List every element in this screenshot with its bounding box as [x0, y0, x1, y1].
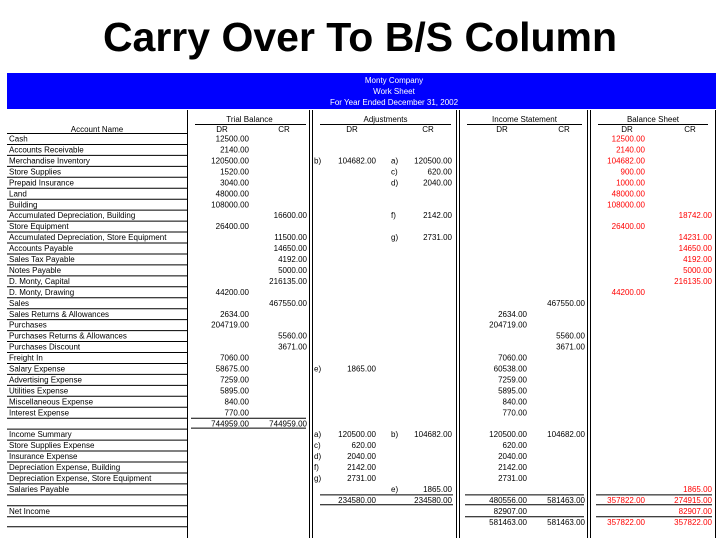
cell-tb-dr: 48000.00: [215, 189, 249, 199]
account-name: Insurance Expense: [9, 452, 78, 462]
header-bs-cr: CR: [684, 125, 696, 134]
cell-bs-dr: 1000.00: [616, 178, 645, 188]
cell-tb-dr: 58675.00: [215, 364, 249, 374]
account-name: Salary Expense: [9, 364, 66, 374]
account-name: Store Supplies: [9, 167, 62, 177]
cell-is-dr: 581463.00: [489, 517, 527, 527]
account-name: Depreciation Expense, Building: [9, 463, 121, 473]
worksheet-header-banner: [7, 73, 716, 109]
report-period: For Year Ended December 31, 2002: [329, 98, 459, 107]
cell-is-cr: 104682.00: [547, 430, 585, 440]
account-name: D. Monty, Capital: [9, 276, 70, 286]
company-name: Monty Company: [364, 76, 424, 85]
cell-tb-dr: 2140.00: [220, 145, 249, 155]
cell-bs-cr: 18742.00: [678, 211, 712, 221]
adjustment-key-adj-cr_key: f): [391, 211, 396, 221]
group-header-balance-sheet: Balance Sheet: [626, 115, 680, 124]
cell-adj-cr: 104682.00: [414, 430, 452, 440]
cell-tb-cr: 5000.00: [278, 265, 307, 275]
cell-adj-dr: 1865.00: [347, 364, 376, 374]
adjustment-key-adj-cr_key: g): [391, 233, 399, 243]
cell-bs-dr: 357822.00: [607, 517, 645, 527]
header-adj-dr: DR: [346, 125, 358, 134]
cell-is-dr: 7259.00: [498, 375, 527, 385]
cell-tb-dr: 2634.00: [220, 309, 249, 319]
adjustment-key-adj-dr_key: a): [314, 430, 322, 440]
account-name: Utilities Expense: [9, 386, 69, 396]
cell-bs-dr: 44200.00: [611, 287, 645, 297]
cell-bs-cr: 216135.00: [674, 276, 712, 286]
cell-adj-cr: 1865.00: [423, 484, 452, 494]
cell-is-dr: 7060.00: [498, 353, 527, 363]
account-name: Depreciation Expense, Store Equipment: [9, 474, 152, 483]
adjustment-key-adj-cr_key: a): [391, 156, 399, 166]
account-name: Purchases Returns & Allowances: [9, 331, 127, 341]
cell-adj-cr: 620.00: [427, 167, 452, 177]
account-name: Miscellaneous Expense: [9, 397, 94, 407]
cell-bs-dr: 104682.00: [607, 156, 645, 166]
cell-is-dr: 120500.00: [489, 430, 527, 440]
cell-is-dr: 770.00: [502, 408, 527, 418]
cell-is-dr: 840.00: [502, 397, 527, 407]
cell-adj-dr: 620.00: [351, 441, 376, 451]
adjustment-key-adj-cr_key: b): [391, 430, 399, 440]
account-name: Accumulated Depreciation, Store Equipment: [9, 233, 167, 243]
cell-bs-dr: 2140.00: [616, 145, 645, 155]
adjustment-key-adj-cr_key: d): [391, 178, 399, 188]
cell-adj-dr: 120500.00: [338, 430, 376, 440]
cell-bs-dr: 900.00: [620, 167, 645, 177]
cell-tb-dr: 12500.00: [215, 134, 249, 144]
worksheet-table: [7, 110, 716, 538]
account-name: Cash: [9, 134, 28, 144]
cell-bs-dr: 108000.00: [607, 200, 645, 210]
account-name: Building: [9, 200, 38, 210]
adjustment-key-adj-dr_key: c): [314, 441, 321, 451]
group-header-trial-balance: Trial Balance: [226, 115, 273, 124]
cell-tb-dr: 1520.00: [220, 167, 249, 177]
account-name: Interest Expense: [9, 408, 70, 418]
cell-bs-cr: 82907.00: [678, 506, 712, 516]
cell-tb-dr: 5895.00: [220, 386, 249, 396]
cell-tb-dr: 26400.00: [215, 222, 249, 232]
report-name: Work Sheet: [373, 87, 415, 96]
cell-is-dr: 620.00: [502, 441, 527, 451]
account-name: Sales Returns & Allowances: [9, 309, 110, 319]
cell-tb-dr: 770.00: [224, 408, 249, 418]
cell-tb-cr: 3671.00: [278, 342, 307, 352]
cell-is-cr: 581463.00: [547, 517, 585, 527]
header-adj-cr: CR: [422, 125, 434, 134]
cell-adj-cr: 120500.00: [414, 156, 452, 166]
cell-is-dr: 5895.00: [498, 386, 527, 396]
cell-is-cr: 3671.00: [556, 342, 585, 352]
cell-tb-cr: 216135.00: [269, 276, 307, 286]
adjustment-key-adj-dr_key: e): [314, 364, 322, 374]
account-name: Prepaid Insurance: [9, 178, 74, 188]
account-name: Purchases Discount: [9, 342, 81, 352]
cell-bs-dr: 48000.00: [611, 189, 645, 199]
account-name: Sales Tax Payable: [9, 255, 75, 264]
cell-tb-cr: 467550.00: [269, 298, 307, 308]
cell-tb-dr: 108000.00: [211, 200, 249, 210]
account-name: Accumulated Depreciation, Building: [9, 211, 136, 221]
adjustment-key-adj-cr_key: e): [391, 484, 399, 494]
cell-adj-cr: 234580.00: [414, 495, 452, 505]
cell-tb-cr: 744959.00: [269, 419, 307, 429]
header-tb-cr: CR: [278, 125, 290, 134]
cell-tb-dr: 44200.00: [215, 287, 249, 297]
cell-adj-dr: 2040.00: [347, 452, 376, 462]
cell-adj-dr: 104682.00: [338, 156, 376, 166]
account-name: Store Equipment: [9, 222, 69, 232]
adjustment-key-adj-dr_key: f): [314, 463, 319, 473]
account-name: Accounts Receivable: [9, 145, 84, 155]
cell-bs-cr: 14650.00: [678, 244, 712, 254]
cell-bs-dr: 12500.00: [611, 134, 645, 144]
account-name: Sales: [9, 298, 30, 308]
cell-tb-dr: 744959.00: [211, 419, 249, 429]
cell-adj-cr: 2731.00: [423, 233, 452, 243]
account-name: Accounts Payable: [9, 244, 74, 254]
account-name: D. Monty, Drawing: [9, 287, 75, 297]
header-is-cr: CR: [558, 125, 570, 134]
account-name: Income Summary: [9, 430, 72, 440]
cell-tb-dr: 840.00: [224, 397, 249, 407]
adjustment-key-adj-dr_key: g): [314, 474, 322, 483]
account-name: Notes Payable: [9, 265, 62, 275]
account-name: Merchandise Inventory: [9, 156, 90, 166]
cell-bs-cr: 14231.00: [678, 233, 712, 243]
cell-bs-cr: 274915.00: [674, 495, 712, 505]
cell-tb-cr: 11500.00: [274, 233, 307, 243]
slide-title: Carry Over To B/S Column: [102, 14, 618, 60]
cell-tb-cr: 14650.00: [273, 244, 307, 254]
cell-is-dr: 480556.00: [489, 495, 527, 505]
cell-bs-dr: 357822.00: [607, 495, 645, 505]
cell-adj-cr: 2142.00: [423, 211, 452, 221]
group-header-adjustments: Adjustments: [363, 115, 408, 124]
cell-is-dr: 2634.00: [498, 309, 527, 319]
cell-tb-dr: 120500.00: [211, 156, 249, 166]
cell-adj-dr: 2731.00: [347, 474, 376, 483]
cell-bs-cr: 357822.00: [674, 517, 712, 527]
cell-tb-cr: 5560.00: [278, 331, 307, 341]
cell-bs-cr: 4192.00: [683, 255, 712, 264]
adjustment-key-adj-cr_key: c): [391, 167, 398, 177]
cell-bs-cr: 1865.00: [683, 484, 712, 494]
header-bs-dr: DR: [621, 125, 633, 134]
cell-tb-dr: 7259.00: [220, 375, 249, 385]
cell-is-dr: 60538.00: [493, 364, 527, 374]
cell-is-cr: 5560.00: [556, 331, 585, 341]
cell-tb-cr: 16600.00: [273, 211, 307, 221]
header-is-dr: DR: [496, 125, 508, 134]
cell-tb-dr: 7060.00: [220, 353, 249, 363]
adjustment-key-adj-dr_key: d): [314, 452, 322, 462]
account-name: Freight In: [9, 353, 43, 363]
cell-adj-dr: 234580.00: [338, 495, 376, 505]
header-tb-dr: DR: [216, 125, 228, 134]
cell-is-dr: 82907.00: [493, 506, 527, 516]
adjustment-key-adj-dr_key: b): [314, 156, 322, 166]
account-name: Purchases: [9, 320, 47, 330]
worksheet-grid: [7, 110, 716, 538]
cell-is-dr: 2040.00: [498, 452, 527, 462]
cell-is-dr: 2142.00: [498, 463, 527, 473]
cell-is-cr: 581463.00: [547, 495, 585, 505]
account-name: Salaries Payable: [9, 484, 70, 494]
cell-adj-cr: 2040.00: [423, 178, 452, 188]
cell-is-dr: 2731.00: [498, 474, 527, 483]
group-header-income-statement: Income Statement: [492, 115, 557, 124]
cell-tb-dr: 204719.00: [211, 320, 249, 330]
header-account-name: Account Name: [70, 125, 124, 134]
account-name: Net Income: [9, 506, 50, 516]
cell-bs-dr: 26400.00: [611, 222, 645, 232]
cell-is-cr: 467550.00: [547, 298, 585, 308]
account-name: Advertising Expense: [9, 375, 82, 385]
cell-tb-dr: 3040.00: [220, 178, 249, 188]
cell-tb-cr: 4192.00: [278, 255, 307, 264]
cell-bs-cr: 5000.00: [683, 265, 712, 275]
account-name: Store Supplies Expense: [9, 441, 95, 451]
account-name: Land: [9, 189, 27, 199]
cell-adj-dr: 2142.00: [347, 463, 376, 473]
cell-is-dr: 204719.00: [489, 320, 527, 330]
